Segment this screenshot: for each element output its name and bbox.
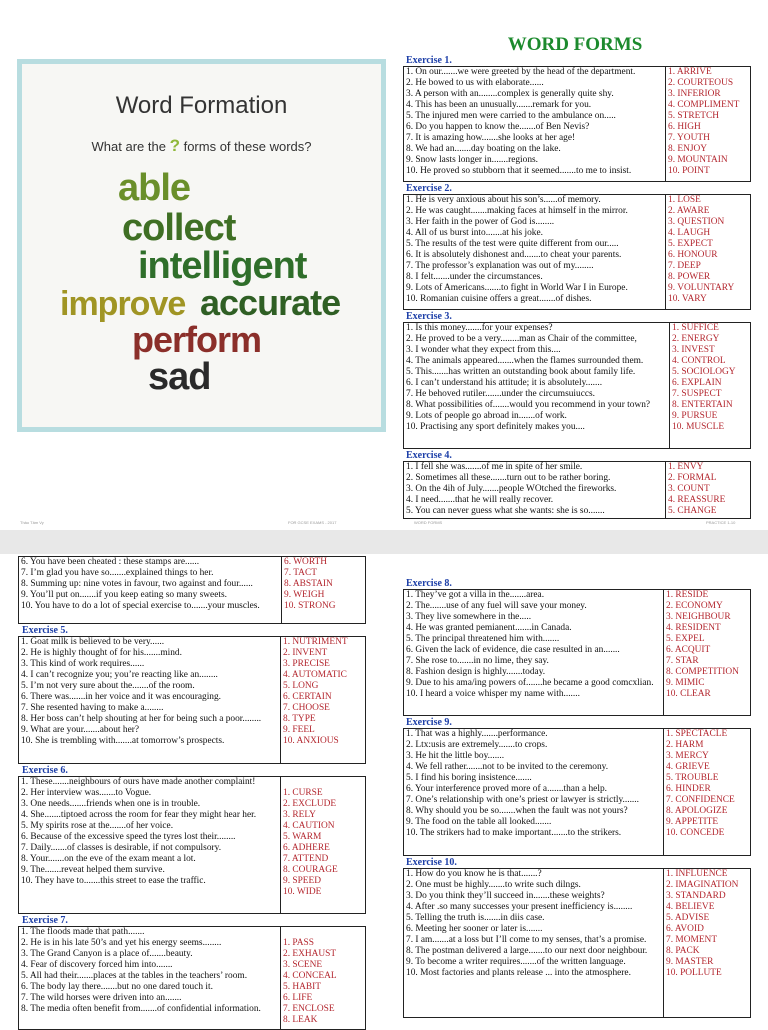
question-8: 8. Why should you be so.......when the fault was not yours? — [406, 806, 628, 816]
answer-3: 3. SCENE — [283, 960, 323, 970]
answer-4: 4. LAUGH — [668, 228, 711, 238]
answers-column — [665, 195, 750, 309]
question-3: 3. Her faith in the power of God is........ — [406, 217, 555, 227]
answer-9: 9. MASTER — [666, 957, 714, 967]
answer-9: 9. VOLUNTARY — [668, 283, 735, 293]
question-3: 3. A person with an........complex is generally quite shy. — [406, 89, 614, 99]
question-3: 3. The Grand Canyon is a place of.......beauty. — [21, 949, 193, 959]
footer-left: Thảo Tâm Vy — [20, 520, 44, 525]
answer-4: 4. REASSURE — [668, 495, 726, 505]
exercise-5-title: Exercise 5. — [22, 625, 68, 636]
answer-4: 4. AUTOMATIC — [283, 670, 347, 680]
questions-column — [404, 729, 664, 855]
document-title: WORD FORMS — [507, 34, 643, 55]
exercise-4-table — [403, 461, 751, 519]
exercise-1-title: Exercise 1. — [406, 55, 452, 66]
answer-5: 5. EXPEL — [666, 634, 705, 644]
question-2: 2. He was caught.......making faces at himself in the mirror. — [406, 206, 628, 216]
question-7: 7. One’s relationship with one’s priest or lawyer is strictly....... — [406, 795, 639, 805]
word-able: able — [118, 167, 191, 209]
answer-7: 7. YOUTH — [668, 133, 710, 143]
answer-6: 6. HIGH — [668, 122, 701, 132]
question-8: 8. I felt.......under the circumstances. — [406, 272, 543, 282]
question-2: 2. He bowed to us with elaborate...... — [406, 78, 544, 88]
question-7: 7. She resented having to make a........ — [21, 703, 164, 713]
question-9: 9. Due to his ama/ing powers of.......he became a good comcxlian. — [406, 678, 654, 688]
answer-3: 3. INVEST — [672, 345, 715, 355]
questions-column — [404, 67, 666, 181]
answer-7: 7. DEEP — [668, 261, 701, 271]
word-improve: improve — [60, 285, 186, 323]
answer-4: 4. BELIEVE — [666, 902, 715, 912]
question-9: 9. The food on the table all looked....... — [406, 817, 552, 827]
answers-column — [663, 869, 750, 1017]
answer-9: 9. MOUNTAIN — [668, 155, 728, 165]
question-4: 9. You’ll put on.......if you keep eating so many sweets. — [21, 590, 227, 600]
answer-6: 6. HINDER — [666, 784, 711, 794]
question-4: 4. This has been an unusually.......remark for you. — [406, 100, 592, 110]
exercise-10-table — [403, 868, 751, 1018]
footer-mid: FOR GCSE EXAMS - 2017 — [288, 520, 337, 525]
word-accurate: accurate — [200, 282, 341, 323]
exercise-2-table — [403, 194, 751, 310]
footer-right: WORD FORMS — [414, 520, 443, 525]
exercise-9-table — [403, 728, 751, 856]
question-2: 2. He proved to be a very........man as Chair of the committee, — [406, 334, 637, 344]
question-7: 7. Daily.......of classes is desirable, if not compulsory. — [21, 843, 222, 853]
answer-4: 4. CONCEAL — [283, 971, 337, 981]
answer-9: 9. FEEL — [283, 725, 315, 735]
question-4: 4. I need.......that he will really recover. — [406, 495, 554, 505]
answer-4: 4. RESIDENT — [666, 623, 721, 633]
question-6: 6. It is absolutely dishonest and.......to cheat your parents. — [406, 250, 622, 260]
exercise-6-title: Exercise 6. — [22, 765, 68, 776]
question-3: 8. Summing up: nine votes in favour, two against and four...... — [21, 579, 253, 589]
answer-7: 7. ATTEND — [283, 854, 329, 864]
question-9: 9. Snow lasts longer in.......regions. — [406, 155, 539, 165]
answer-2: 2. COURTEOUS — [668, 78, 734, 88]
answer-7: 7. STAR — [666, 656, 699, 666]
exercise-10-title: Exercise 10. — [406, 857, 457, 868]
question-1: 1. The floods made that path....... — [21, 927, 145, 937]
answer-1: 1. SUFFICE — [672, 323, 719, 333]
question-6: 6. Do you happen to know the.......of Ben Nevis? — [406, 122, 590, 132]
question-6: 6. There was.......in her voice and it was encouraging. — [21, 692, 222, 702]
question-2: 2. Ltx:usis are extremely.......to crops. — [406, 740, 548, 750]
answer-5: 5. STRETCH — [668, 111, 720, 121]
answer-9: 9. SPEED — [283, 876, 322, 886]
question-4: 4. The animals appeared.......when the flames surrounded them. — [406, 356, 644, 366]
answers-column — [663, 729, 750, 855]
answer-5: 5. EXPECT — [668, 239, 713, 249]
answer-6: 6. ADHERE — [283, 843, 330, 853]
answer-1: 1. LOSE — [668, 195, 701, 205]
image-title: Word Formation — [115, 92, 288, 119]
questions-column — [404, 462, 666, 518]
answers-column — [665, 67, 750, 181]
answer-4: 9. WEIGH — [284, 590, 325, 600]
answer-4: 4. CAUTION — [283, 821, 335, 831]
answer-7: 7. CHOOSE — [283, 703, 330, 713]
answer-10: 10. WIDE — [283, 887, 322, 897]
exercise-2-title: Exercise 2. — [406, 183, 452, 194]
question-5: 5. The principal threatened him with....... — [406, 634, 560, 644]
answer-8: 8. APOLOGIZE — [666, 806, 728, 816]
answers-column — [280, 637, 365, 763]
answer-4: 4. GRIEVE — [666, 762, 710, 772]
answer-9: 9. APPETITE — [666, 817, 719, 827]
question-7: 7. I am.......at a loss but I’ll come to my senses, that’s a promise. — [406, 935, 647, 945]
question-2: 2. Her interview was.......to Vogue. — [21, 788, 152, 798]
exercise-9-title: Exercise 9. — [406, 717, 452, 728]
answer-3: 3. STANDARD — [666, 891, 726, 901]
answer-3: 3. NEIGHBOUR — [666, 612, 731, 622]
document-page-2 — [0, 554, 768, 1024]
page-gap — [0, 530, 768, 554]
answer-10: 10. POLLUTE — [666, 968, 722, 978]
answer-1: 6. WORTH — [284, 557, 328, 567]
answer-8: 8. ENJOY — [668, 144, 708, 154]
questions-column — [19, 777, 281, 913]
exercise-4-title: Exercise 4. — [406, 450, 452, 461]
answer-10: 10. CLEAR — [666, 689, 711, 699]
question-5: 5. Telling the truth is.......in diis case. — [406, 913, 545, 923]
answer-6: 6. LIFE — [283, 993, 313, 1003]
question-5: 5. This.......has written an outstanding book about family life. — [406, 367, 636, 377]
question-6: 6. Given the lack of evidence, die case resulted in an....... — [406, 645, 620, 655]
question-8: 8. Your.......on the eve of the exam meant a lot. — [21, 854, 196, 864]
question-1: 1. They’ve got a villa in the.......area. — [406, 590, 545, 600]
answer-2: 2. EXCLUDE — [283, 799, 337, 809]
exercise-3-table — [403, 322, 751, 449]
answer-5: 5. WARM — [283, 832, 322, 842]
word-sad: sad — [148, 356, 211, 398]
answer-5: 5. CHANGE — [668, 506, 717, 516]
exercise-8-table — [403, 589, 751, 716]
answer-5: 5. SOCIOLOGY — [672, 367, 736, 377]
question-10: 10. Practising any sport definitely makes you.... — [406, 422, 585, 432]
question-2: 2. He is highly thought of for his.......mind. — [21, 648, 182, 658]
question-8: 8. We had an.......day boating on the lake. — [406, 144, 561, 154]
answer-5: 5. TROUBLE — [666, 773, 719, 783]
question-5: 5. The injured men were carried to the ambulance on..... — [406, 111, 616, 121]
question-5: 5. I find his boring insistence....... — [406, 773, 532, 783]
question-7: 7. It is amazing how.......she looks at her age! — [406, 133, 576, 143]
question-10: 10. She is trembling with.......at tomorrow’s prospects. — [21, 736, 225, 746]
question-3: 3. This kind of work requires...... — [21, 659, 145, 669]
question-6: 6. I can’t understand his attitude; it is absolutely....... — [406, 378, 603, 388]
exercise-7-title: Exercise 7. — [22, 915, 68, 926]
exercise-6-table — [18, 776, 366, 914]
answer-5: 5. HABIT — [283, 982, 322, 992]
question-1: 1. On our.......we were greeted by the head of the department. — [406, 67, 636, 77]
question-5: 5. All had their.......places at the tables in the teachers’ room. — [21, 971, 248, 981]
question-2: 2. He is in his late 50’s and yet his energy seems........ — [21, 938, 222, 948]
answer-2: 2. ENERGY — [672, 334, 720, 344]
questions-column — [404, 869, 664, 1017]
answer-6: 6. AVOID — [666, 924, 704, 934]
exercise-5-table — [18, 636, 366, 764]
answer-4: 4. CONTROL — [672, 356, 726, 366]
answer-5: 5. ADVISE — [666, 913, 710, 923]
question-9: 9. The.......reveat helped them survive. — [21, 865, 165, 875]
answer-5: 10. STRONG — [284, 601, 336, 611]
answer-3: 3. RELY — [283, 810, 316, 820]
answer-2: 2. AWARE — [668, 206, 710, 216]
question-9: 9. To become a writer requires.......of the written language. — [406, 957, 626, 967]
answer-1: 1. INFLUENCE — [666, 869, 728, 879]
question-6: 6. Because of the excessive speed the tyres lost their........ — [21, 832, 236, 842]
question-10: 10. He proved so stubborn that it seemed.......to me to insist. — [406, 166, 632, 176]
answers-column — [280, 777, 365, 913]
answer-2: 2. FORMAL — [668, 473, 717, 483]
answer-2: 2. IMAGINATION — [666, 880, 739, 890]
question-5: 5. My spirits rose at the.......of her voice. — [21, 821, 174, 831]
question-8: 8. Fashion design is highly.......today. — [406, 667, 546, 677]
answer-8: 8. TYPE — [283, 714, 316, 724]
question-4: 4. He was granted pemianent.......in Canada. — [406, 623, 572, 633]
question-4: 4. All of us burst into.......at his joke. — [406, 228, 543, 238]
answer-8: 8. COMPETITION — [666, 667, 739, 677]
question-6: 6. Meeting her sooner or later is....... — [406, 924, 543, 934]
answer-2: 2. INVENT — [283, 648, 328, 658]
question-2: 7. I’m glad you have so.......explained things to her. — [21, 568, 214, 578]
answer-8: 8. PACK — [666, 946, 700, 956]
question-3: 3. He hit the little boy....... — [406, 751, 505, 761]
answer-3: 3. PRECISE — [283, 659, 330, 669]
question-4: 4. Fear of discovery forced him into....... — [21, 960, 173, 970]
question-9: 9. What are your.......about her? — [21, 725, 140, 735]
question-4: 4. She.......tiptoed across the room for fear they might hear her. — [21, 810, 257, 820]
question-1: 1. These.......neighbours of ours have made another complaint! — [21, 777, 256, 787]
exercise-3-title: Exercise 3. — [406, 311, 452, 322]
answer-2: 2. ECONOMY — [666, 601, 723, 611]
question-3: 3. Do you think they’ll succeed in.......these weights? — [406, 891, 605, 901]
question-1: 1. How do you know he is that.......? — [406, 869, 542, 879]
word-intelligent: intelligent — [138, 245, 307, 287]
answer-6: 6. ACQUIT — [666, 645, 711, 655]
questions-column — [19, 637, 281, 763]
answers-column — [281, 557, 365, 623]
question-7: 7. The wild horses were driven into an....... — [21, 993, 182, 1003]
answer-3: 3. QUESTION — [668, 217, 725, 227]
question-10: 10. They have to.......this street to ease the traffic. — [21, 876, 206, 886]
answer-8: 8. POWER — [668, 272, 711, 282]
answer-2: 2. HARM — [666, 740, 704, 750]
questions-column — [19, 557, 282, 623]
question-2: 2. One must be highly.......to write such dilngs. — [406, 880, 581, 890]
question-9: 9. Lots of Americans.......to fight in World War I in Europe. — [406, 283, 628, 293]
question-5: 5. I’m not very sure about the.......of the room. — [21, 681, 195, 691]
question-9: 9. Lots of people go abroad in.......of work. — [406, 411, 567, 421]
answer-10: 10. MUSCLE — [672, 422, 725, 432]
footer-far: PRACTICE 1-10 — [706, 520, 736, 525]
question-2: 2. The.......use of any fuel will save your money. — [406, 601, 587, 611]
question-8: 8. Her boss can’t help shouting at her for being such a poor........ — [21, 714, 262, 724]
answer-1: 1. RESIDE — [666, 590, 709, 600]
question-7: 7. She rose to.......in no lime, they say. — [406, 656, 549, 666]
answer-10: 10. CONCEDE — [666, 828, 725, 838]
answer-2: 7. TACT — [284, 568, 317, 578]
questions-column — [19, 927, 281, 1029]
answer-2: 2. EXHAUST — [283, 949, 337, 959]
question-1: 1. He is very anxious about his son’s......of memory. — [406, 195, 601, 205]
question-3: 3. One needs.......friends when one is in trouble. — [21, 799, 201, 809]
answers-column — [665, 462, 750, 518]
answers-column — [663, 590, 750, 715]
question-5: 5. You can never guess what she wants: she is so....... — [406, 506, 605, 516]
answer-7: 7. MOMENT — [666, 935, 718, 945]
question-1: 6. You have been cheated : these stamps are...... — [21, 557, 200, 567]
question-mark-icon: ? — [169, 136, 180, 155]
question-1: 1. Goat milk is believed to be very...... — [21, 637, 165, 647]
answer-9: 9. MIMIC — [666, 678, 705, 688]
questions-column — [404, 590, 664, 715]
answer-7: 7. ENCLOSE — [283, 1004, 335, 1014]
answer-4: 4. COMPLIMENT — [668, 100, 740, 110]
question-8: 8. The media often benefit from.......of confidential information. — [21, 1004, 261, 1014]
question-4: 4. We fell rather.......not to be invited to the ceremony. — [406, 762, 609, 772]
answer-1: 1. ENVY — [668, 462, 704, 472]
question-3: 3. On the 4ih of July.......people WOtched the fireworks. — [406, 484, 617, 494]
answer-6: 6. CERTAIN — [283, 692, 332, 702]
exercise-4-continued-table — [18, 556, 366, 624]
answer-10: 10. POINT — [668, 166, 710, 176]
exercise-8-title: Exercise 8. — [406, 578, 452, 589]
question-10: 10. Romanian cuisine offers a great.......of dishes. — [406, 294, 592, 304]
answer-3: 8. ABSTAIN — [284, 579, 333, 589]
question-1: 1. That was a highly.......performance. — [406, 729, 548, 739]
question-6: 6. Your interference proved more of a.......than a help. — [406, 784, 607, 794]
answer-8: 8. ENTERTAIN — [672, 400, 733, 410]
answer-1: 1. PASS — [283, 938, 314, 948]
answer-3: 3. COUNT — [668, 484, 710, 494]
questions-column — [404, 195, 666, 309]
question-7: 7. He behoved rutiler.......under the circumsuiuccs. — [406, 389, 596, 399]
answer-5: 5. LONG — [283, 681, 319, 691]
question-3: 3. I wonder what they expect from this.... — [406, 345, 561, 355]
answer-6: 6. EXPLAIN — [672, 378, 722, 388]
question-4: 4. After .so many successes your present inefficiency is........ — [406, 902, 633, 912]
question-10: 10. Most factories and plants release ... into the atmosphere. — [406, 968, 631, 978]
answer-10: 10. ANXIOUS — [283, 736, 339, 746]
answer-8: 8. COURAGE — [283, 865, 338, 875]
question-4: 4. I can’t recognize you; you’re reacting like an........ — [21, 670, 218, 680]
question-7: 7. The professor’s explanation was out of my........ — [406, 261, 594, 271]
word-formation-image — [17, 59, 386, 432]
answer-8: 8. LEAK — [283, 1015, 318, 1025]
exercise-7-table — [18, 926, 366, 1030]
word-perform: perform — [132, 319, 262, 360]
answer-7: 7. SUSPECT — [672, 389, 722, 399]
answer-3: 3. MERCY — [666, 751, 709, 761]
answer-9: 9. PURSUE — [672, 411, 718, 421]
answer-1: 1. SPECTACLE — [666, 729, 728, 739]
answer-10: 10. VARY — [668, 294, 707, 304]
question-10: 10. I heard a voice whisper my name with....... — [406, 689, 580, 699]
question-3: 3. They live somewhere in the..... — [406, 612, 532, 622]
image-subtitle: What are the ? forms of these words? — [91, 136, 312, 155]
question-2: 2. Sometimes all these.......turn out to be rather boring. — [406, 473, 611, 483]
question-6: 6. The body lay there.......but no one dared touch it. — [21, 982, 213, 992]
answers-column — [280, 927, 365, 1029]
answer-6: 6. HONOUR — [668, 250, 718, 260]
answer-7: 7. CONFIDENCE — [666, 795, 735, 805]
question-5: 5. The results of the test were quite different from our..... — [406, 239, 619, 249]
question-1: 1. Is this money.......for your expenses? — [406, 323, 553, 333]
answer-1: 1. NUTRIMENT — [283, 637, 348, 647]
question-1: 1. I fell she was.......of me in spite of her smile. — [406, 462, 583, 472]
word-collect: collect — [122, 207, 236, 249]
question-10: 10. The strikers had to make important.......to the strikers. — [406, 828, 622, 838]
answer-1: 1. ARRIVE — [668, 67, 712, 77]
question-8: 8. The postman delivered a large.......to our next door neighbour. — [406, 946, 648, 956]
answer-1: 1. CURSE — [283, 788, 323, 798]
question-5: 10. You have to do a lot of special exercise to.......your muscles. — [21, 601, 260, 611]
answers-column — [669, 323, 750, 448]
question-8: 8. What possibilities of.......would you recommend in your town? — [406, 400, 651, 410]
answer-3: 3. INFERIOR — [668, 89, 721, 99]
questions-column — [404, 323, 670, 448]
exercise-1-table — [403, 66, 751, 182]
